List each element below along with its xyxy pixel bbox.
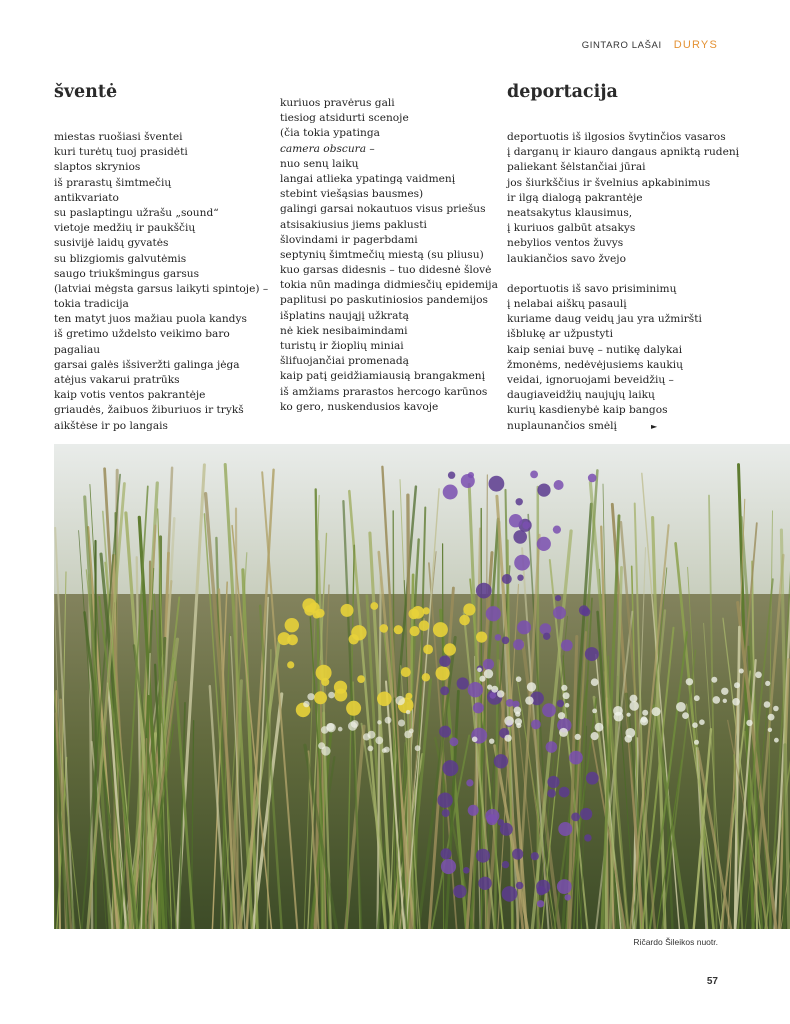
poem-line: laukiančios savo žvejo [507,252,626,265]
poem-line: paliekant šėlstančiai jūrai [507,161,646,174]
poem-line: (čia tokia ypatinga [280,127,380,140]
poem-line: nebylios ventos žuvys [507,237,624,250]
poem-line: (latviai mėgsta garsus laikyti spintoje) – [54,282,269,295]
poem-line: nuplaunančios smėlį ► [507,419,747,434]
poem-line: ir ilgą dialogą pakrantėje [507,191,643,204]
poem-line: susivijė laidų gyvatės [54,237,169,250]
poem-line: daugiaveidžių naujųjų laikų [507,389,655,402]
photo-caption: Ričardo Šileikos nuotr. [633,937,718,947]
poem-line: kuri turėtų tuoj prasidėti [54,146,188,159]
meadow-photo [54,444,790,929]
poem-line: stebint viešąsias bausmes) [280,188,424,201]
poem-line: tiesiog atsidurti scenoje [280,112,409,125]
poem-line: saugo triukšmingus garsus [54,267,200,280]
poem-line: camera obscura – [280,142,375,155]
poem-line: turistų ir žioplių miniai [280,340,404,352]
poem-line: nuo senų laikų [280,157,359,170]
poem-deportacija-column [507,80,747,434]
poem-line: garsai galės išsiveržti galinga jėga [54,358,240,371]
poem-line: iš prarastų šimtmečių [54,176,172,189]
poem-line: paplitusi po paskutiniosios pandemijos [280,294,488,307]
poem-line: veidai, ignoruojami beveidžių – [507,374,674,386]
poem-line: ten matyt juos mažiau puola kandys [54,313,247,326]
poem-line: į darganų ir kiauro dangaus apniktą rudenį [507,146,740,159]
poem-line: išplatins naująjį užkratą [280,309,409,322]
poem-line: kuo garsas didesnis – tuo didesnė šlovė [280,264,492,277]
page-header [582,39,718,51]
poem-lines-continued [280,96,510,415]
poem-line: kuriame daug veidų jau yra užmiršti [507,313,702,326]
poem-line: pagaliau [54,343,101,356]
poem-line: iš gretimo uždelsto veikimo baro [54,328,230,341]
poem-line: galingi garsai nokautuos visus priešus [280,203,486,216]
poem-line: jos šiurkščius ir švelnius apkabinimus [507,176,711,189]
poem-line: slaptos skrynios [54,161,141,174]
poem-line: ko gero, nuskendusios kavoje [280,400,439,413]
poem-line: į nelabai aiškų pasaulį [507,298,627,311]
poem-title-deportacija: deportacija [507,82,618,102]
poem-line: langai atlieka ypatingą vaidmenį [280,172,456,185]
poem-line: iš amžiams prarastos hercogo karūnos [280,385,488,398]
poem-line: antikvariato [54,191,119,204]
poem-line: kaip seniai buvę – nutikę dalykai [507,343,683,356]
poem-line: žmonėms, nedėvėjusiems kaukių [507,358,683,371]
poem-line: vietoje medžių ir paukščių [54,222,196,235]
poem-line: su paslaptingu užrašu „sound“ [54,206,219,219]
poem-line: kuriuos pravėrus gali [280,97,395,109]
poem-line: griaudės, žaibuos žiburiuos ir trykš [54,404,244,417]
poem-sventé-column-1 [54,80,284,434]
meadow-image [54,444,790,929]
poem-title-svente: šventė [54,82,118,102]
poem-line: septynių šimtmečių miestą (su pliusu) [280,248,484,261]
poem-line: šlovindami ir pagerbdami [280,233,418,246]
poem-line: kaip votis ventos pakrantėje [54,389,206,402]
poem-line: kaip patį geidžiamiausią brangakmenį [280,370,485,383]
poem-line: tokia nūn madinga didmiesčių epidemija [280,279,498,292]
poem-line: išblukę ar užpustyti [507,328,613,341]
poem-svente-column-2 [280,96,510,415]
poem-lines [507,130,747,434]
poem-line: šlifuojančiai promenadą [280,355,409,368]
poem-line: miestas ruošiasi šventei [54,131,183,143]
poem-lines [54,130,284,434]
section-name: DURYS [673,39,718,51]
page-number: 57 [706,976,718,987]
poem-line: deportuotis iš savo prisiminimų [507,282,677,295]
poem-line: atėjus vakarui pratrūks [54,374,180,386]
poem-line: su blizgiomis galvutėmis [54,252,187,265]
poem-line: kurių kasdienybė kaip bangos [507,404,668,417]
poem-line: į kuriuos galbūt atsakys [507,222,636,235]
continue-arrow-icon: ► [650,421,658,431]
poem-line: neatsakytus klausimus, [507,206,633,219]
poem-line: deportuotis iš ilgosios švytinčios vasaros [507,131,726,143]
author-name: GINTARO LAŠAI [581,40,662,51]
poem-line: nė kiek nesibaimindami [280,324,408,337]
poem-line: tokia tradicija [54,298,129,311]
poem-line: aikštėse ir po langais [54,419,168,432]
poem-line: atsisakiusius jiems paklusti [280,218,427,231]
